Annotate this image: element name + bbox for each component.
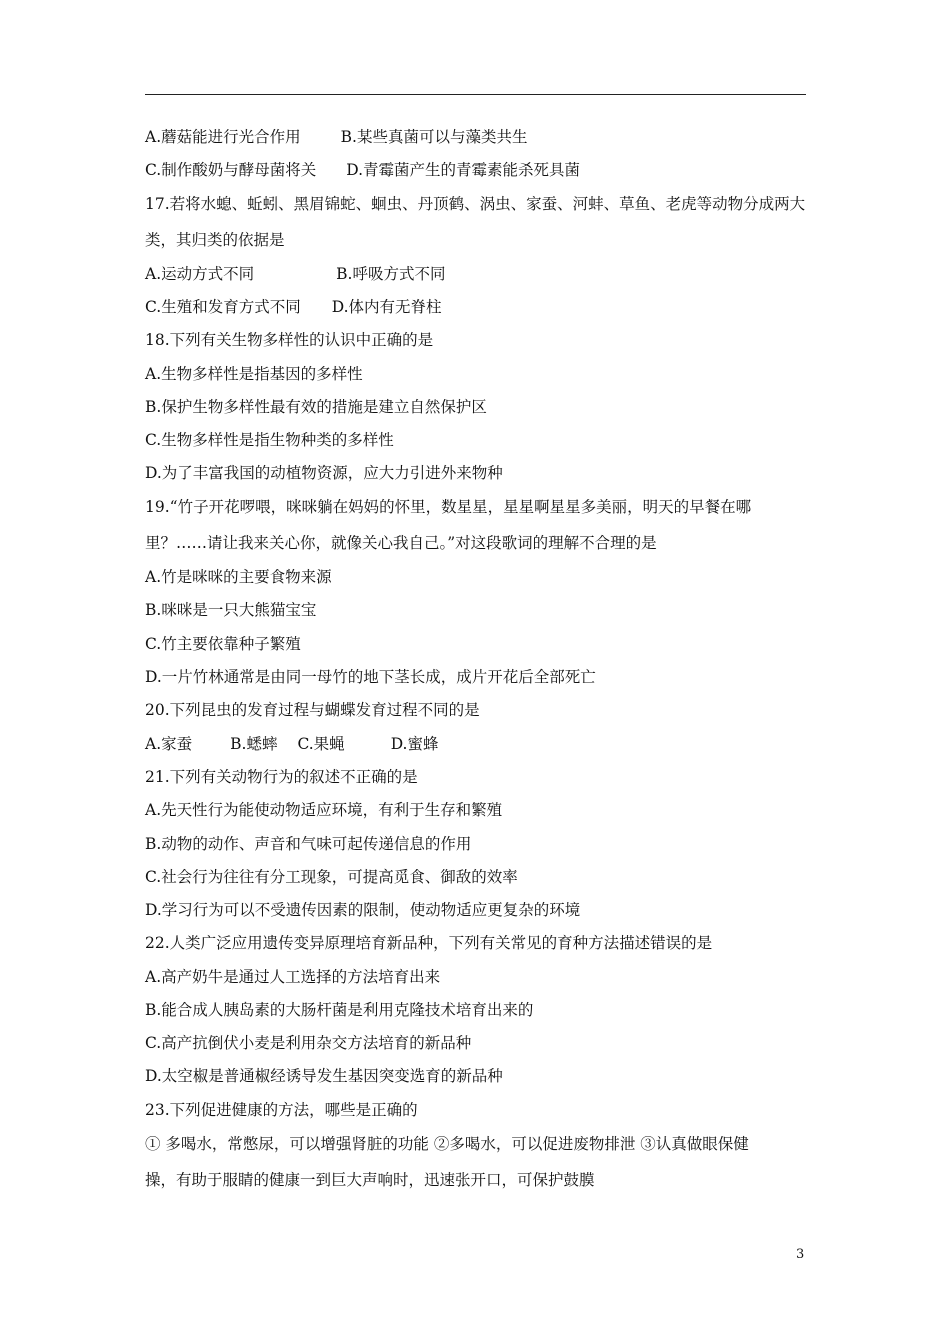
q19-stem-line2: 里？……请让我来关心你，就像关心我自己。”对这段歌词的理解不合理的是: [145, 534, 657, 552]
q18-option-c: C.生物多样性是指生物种类的多样性: [145, 431, 394, 449]
q18-option-d: D.为了丰富我国的动植物资源，应大力引进外来物种: [145, 464, 503, 482]
q20-option-b: B.蟋蟀: [230, 735, 278, 753]
q21-stem: 21.下列有关动物行为的叙述不正确的是: [145, 768, 418, 786]
q18-stem: 18.下列有关生物多样性的认识中正确的是: [145, 331, 434, 349]
page-number: 3: [796, 1247, 805, 1262]
q23-statements-line2: 操，有助于服睛的健康一到巨大声响时，迅速张开口，可保护鼓膜: [145, 1171, 595, 1189]
q19-option-c: C.竹主要依靠种子繁殖: [145, 635, 301, 653]
q22-option-a: A.高产奶牛是通过人工选择的方法培育出来: [145, 968, 441, 986]
q21-option-d: D.学习行为可以不受遗传因素的限制，使动物适应更复杂的环境: [145, 901, 581, 919]
q19-option-a: A.竹是咪咪的主要食物来源: [145, 568, 332, 586]
q18-option-b: B.保护生物多样性最有效的措施是建立自然保护区: [145, 398, 487, 416]
q19-option-d: D.一片竹林通常是由同一母竹的地下茎长成，成片开花后全部死亡: [145, 668, 596, 686]
header-rule: [145, 94, 806, 95]
q20-option-c: C.果蝇: [297, 735, 345, 753]
q19-stem-line1: 19.“竹子开花啰喂，咪咪躺在妈妈的怀里，数星星，星星啊星星多美丽，明天的早餐在哪: [145, 498, 752, 516]
q23-stem: 23.下列促进健康的方法，哪些是正确的: [145, 1101, 418, 1119]
q16-option-d: D.青霉菌产生的青霉素能杀死具菌: [346, 161, 581, 179]
q22-stem: 22.人类广泛应用遗传变异原理培育新品种，下列有关常见的育种方法描述错误的是: [145, 934, 713, 952]
q16-options-cd: [145, 160, 580, 180]
q17-options-ab: [145, 264, 445, 284]
q17-stem-line1: 17.若将水螅、蚯蚓、黑眉锦蛇、蛔虫、丹顶鹤、涡虫、家蚕、河蚌、草鱼、老虎等动物分成两大: [145, 195, 806, 213]
q20-option-a: A.家蚕: [145, 735, 193, 753]
q16-options-ab: [145, 127, 527, 147]
q17-stem-line2: 类，其归类的依据是: [145, 231, 285, 249]
q21-option-a: A.先天性行为能使动物适应环境，有利于生存和繁殖: [145, 801, 503, 819]
q21-option-c: C.社会行为往往有分工现象，可提高觅食、御敌的效率: [145, 868, 518, 886]
q17-options-cd: [145, 297, 442, 317]
q19-option-b: B.咪咪是一只大熊猫宝宝: [145, 601, 317, 619]
q20-options: [145, 734, 439, 754]
q18-option-a: A.生物多样性是指基因的多样性: [145, 365, 363, 383]
q20-option-d: D.蜜蜂: [390, 735, 439, 753]
q16-option-b: B.某些真菌可以与藻类共生: [340, 128, 528, 146]
q22-option-b: B.能合成人胰岛素的大肠杆菌是利用克隆技术培育出来的: [145, 1001, 534, 1019]
q16-option-a: A.蘑菇能进行光合作用: [145, 128, 301, 146]
q17-option-b: B.呼吸方式不同: [336, 265, 446, 283]
q16-option-c: C.制作酸奶与酵母菌将关: [145, 161, 317, 179]
q17-option-d: D.体内有无脊柱: [331, 298, 442, 316]
q20-stem: 20.下列昆虫的发育过程与蝴蝶发育过程不同的是: [145, 701, 480, 719]
q21-option-b: B.动物的动作、声音和气味可起传递信息的作用: [145, 835, 472, 853]
q17-option-a: A.运动方式不同: [145, 265, 255, 283]
q23-statements-line1: ① 多喝水，常憋尿，可以增强肾脏的功能 ②多喝水，可以促进废物排泄 ③认真做眼保健: [145, 1135, 749, 1153]
q22-option-c: C.高产抗倒伏小麦是利用杂交方法培育的新品种: [145, 1034, 472, 1052]
q22-option-d: D.太空椒是普通椒经诱导发生基因突变选育的新品种: [145, 1067, 503, 1085]
q17-option-c: C.生殖和发育方式不同: [145, 298, 301, 316]
